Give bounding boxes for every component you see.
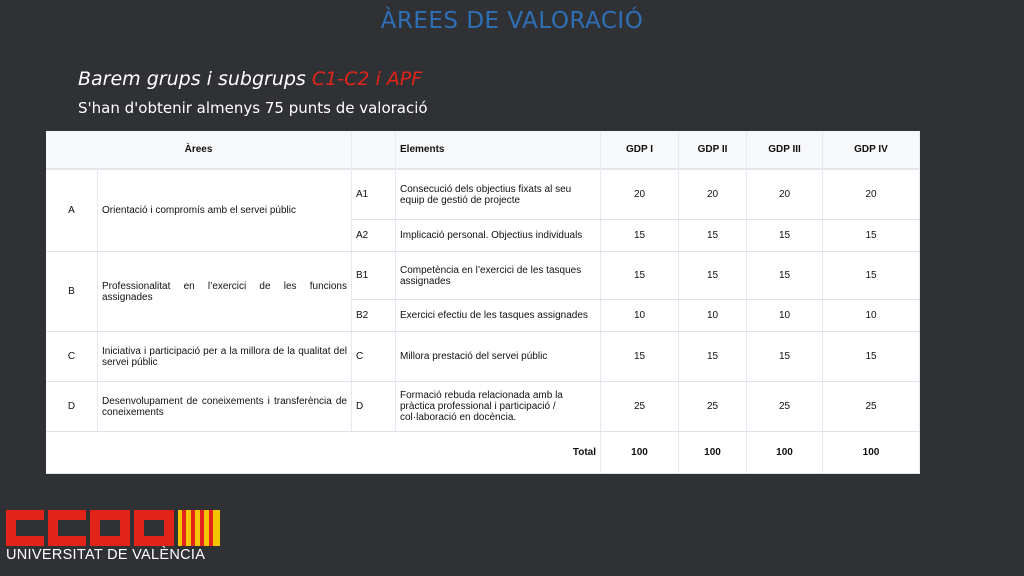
gdp3-value: 10 xyxy=(747,300,823,332)
element-text: Exercici efectiu de les tasques assignades xyxy=(396,300,601,332)
element-text: Competència en l’exercici de les tasques assignades xyxy=(396,252,601,300)
gdp3-value: 15 xyxy=(747,220,823,252)
gdp2-value: 25 xyxy=(679,382,747,432)
area-code: A xyxy=(46,170,98,252)
logo-university-name: UNIVERSITAT DE VALÈNCIA xyxy=(6,547,206,563)
subheading: S'han d'obtenir almenys 75 punts de valoració xyxy=(78,99,428,117)
heading xyxy=(78,68,422,90)
element-text: Consecució dels objectius fixats al seu equip de gestió de projecte xyxy=(396,170,601,220)
total-gdp4: 100 xyxy=(823,432,920,474)
element-code: C xyxy=(352,332,396,382)
gdp2-value: 15 xyxy=(679,220,747,252)
total-gdp3: 100 xyxy=(747,432,823,474)
header-gdp4: GDP IV xyxy=(823,131,920,170)
header-areas: Àrees xyxy=(46,131,352,170)
header-code xyxy=(352,131,396,170)
gdp2-value: 15 xyxy=(679,252,747,300)
area-description: Desenvolupament de coneixements i transferència de coneixements xyxy=(98,382,352,432)
element-code: D xyxy=(352,382,396,432)
element-text: Implicació personal. Objectius individuals xyxy=(396,220,601,252)
gdp4-value: 10 xyxy=(823,300,920,332)
gdp2-value: 15 xyxy=(679,332,747,382)
gdp4-value: 25 xyxy=(823,382,920,432)
slide-title: ÀREES DE VALORACIÓ xyxy=(380,8,644,34)
element-code: A1 xyxy=(352,170,396,220)
table-row xyxy=(46,170,920,220)
gdp1-value: 20 xyxy=(601,170,679,220)
element-text: Formació rebuda relacionada amb la pràctica professional i participació / col·laboració en docència. xyxy=(396,382,601,432)
element-code: B2 xyxy=(352,300,396,332)
header-gdp1: GDP I xyxy=(601,131,679,170)
total-gdp1: 100 xyxy=(601,432,679,474)
heading-accent: C1-C2 i APF xyxy=(311,68,423,90)
area-code: C xyxy=(46,332,98,382)
total-gdp2: 100 xyxy=(679,432,747,474)
gdp3-value: 25 xyxy=(747,382,823,432)
gdp4-value: 15 xyxy=(823,332,920,382)
gdp1-value: 15 xyxy=(601,332,679,382)
total-row xyxy=(46,432,920,474)
total-label: Total xyxy=(46,432,601,474)
table-row xyxy=(46,252,920,300)
gdp2-value: 10 xyxy=(679,300,747,332)
heading-main: Barem grups i subgrups xyxy=(78,68,312,90)
area-description: Iniciativa i participació per a la millora de la qualitat del servei públic xyxy=(98,332,352,382)
gdp3-value: 15 xyxy=(747,252,823,300)
area-code: B xyxy=(46,252,98,332)
gdp1-value: 25 xyxy=(601,382,679,432)
gdp3-value: 20 xyxy=(747,170,823,220)
gdp2-value: 20 xyxy=(679,170,747,220)
element-code: B1 xyxy=(352,252,396,300)
table-row xyxy=(46,332,920,382)
gdp1-value: 15 xyxy=(601,252,679,300)
gdp1-value: 10 xyxy=(601,300,679,332)
element-code: A2 xyxy=(352,220,396,252)
gdp1-value: 15 xyxy=(601,220,679,252)
valuation-table xyxy=(46,131,920,474)
gdp3-value: 15 xyxy=(747,332,823,382)
table-header-row xyxy=(46,131,920,170)
header-elements: Elements xyxy=(396,131,601,170)
gdp4-value: 15 xyxy=(823,252,920,300)
table-row xyxy=(46,382,920,432)
element-text: Millora prestació del servei públic xyxy=(396,332,601,382)
area-description: Orientació i compromís amb el servei públic xyxy=(98,170,352,252)
gdp4-value: 20 xyxy=(823,170,920,220)
ccoo-letters xyxy=(6,510,174,546)
gdp4-value: 15 xyxy=(823,220,920,252)
header-gdp2: GDP II xyxy=(679,131,747,170)
senyera-stripes xyxy=(178,510,220,546)
header-gdp3: GDP III xyxy=(747,131,823,170)
area-description: Professionalitat en l’exercici de les funcions assignades xyxy=(98,252,352,332)
area-code: D xyxy=(46,382,98,432)
